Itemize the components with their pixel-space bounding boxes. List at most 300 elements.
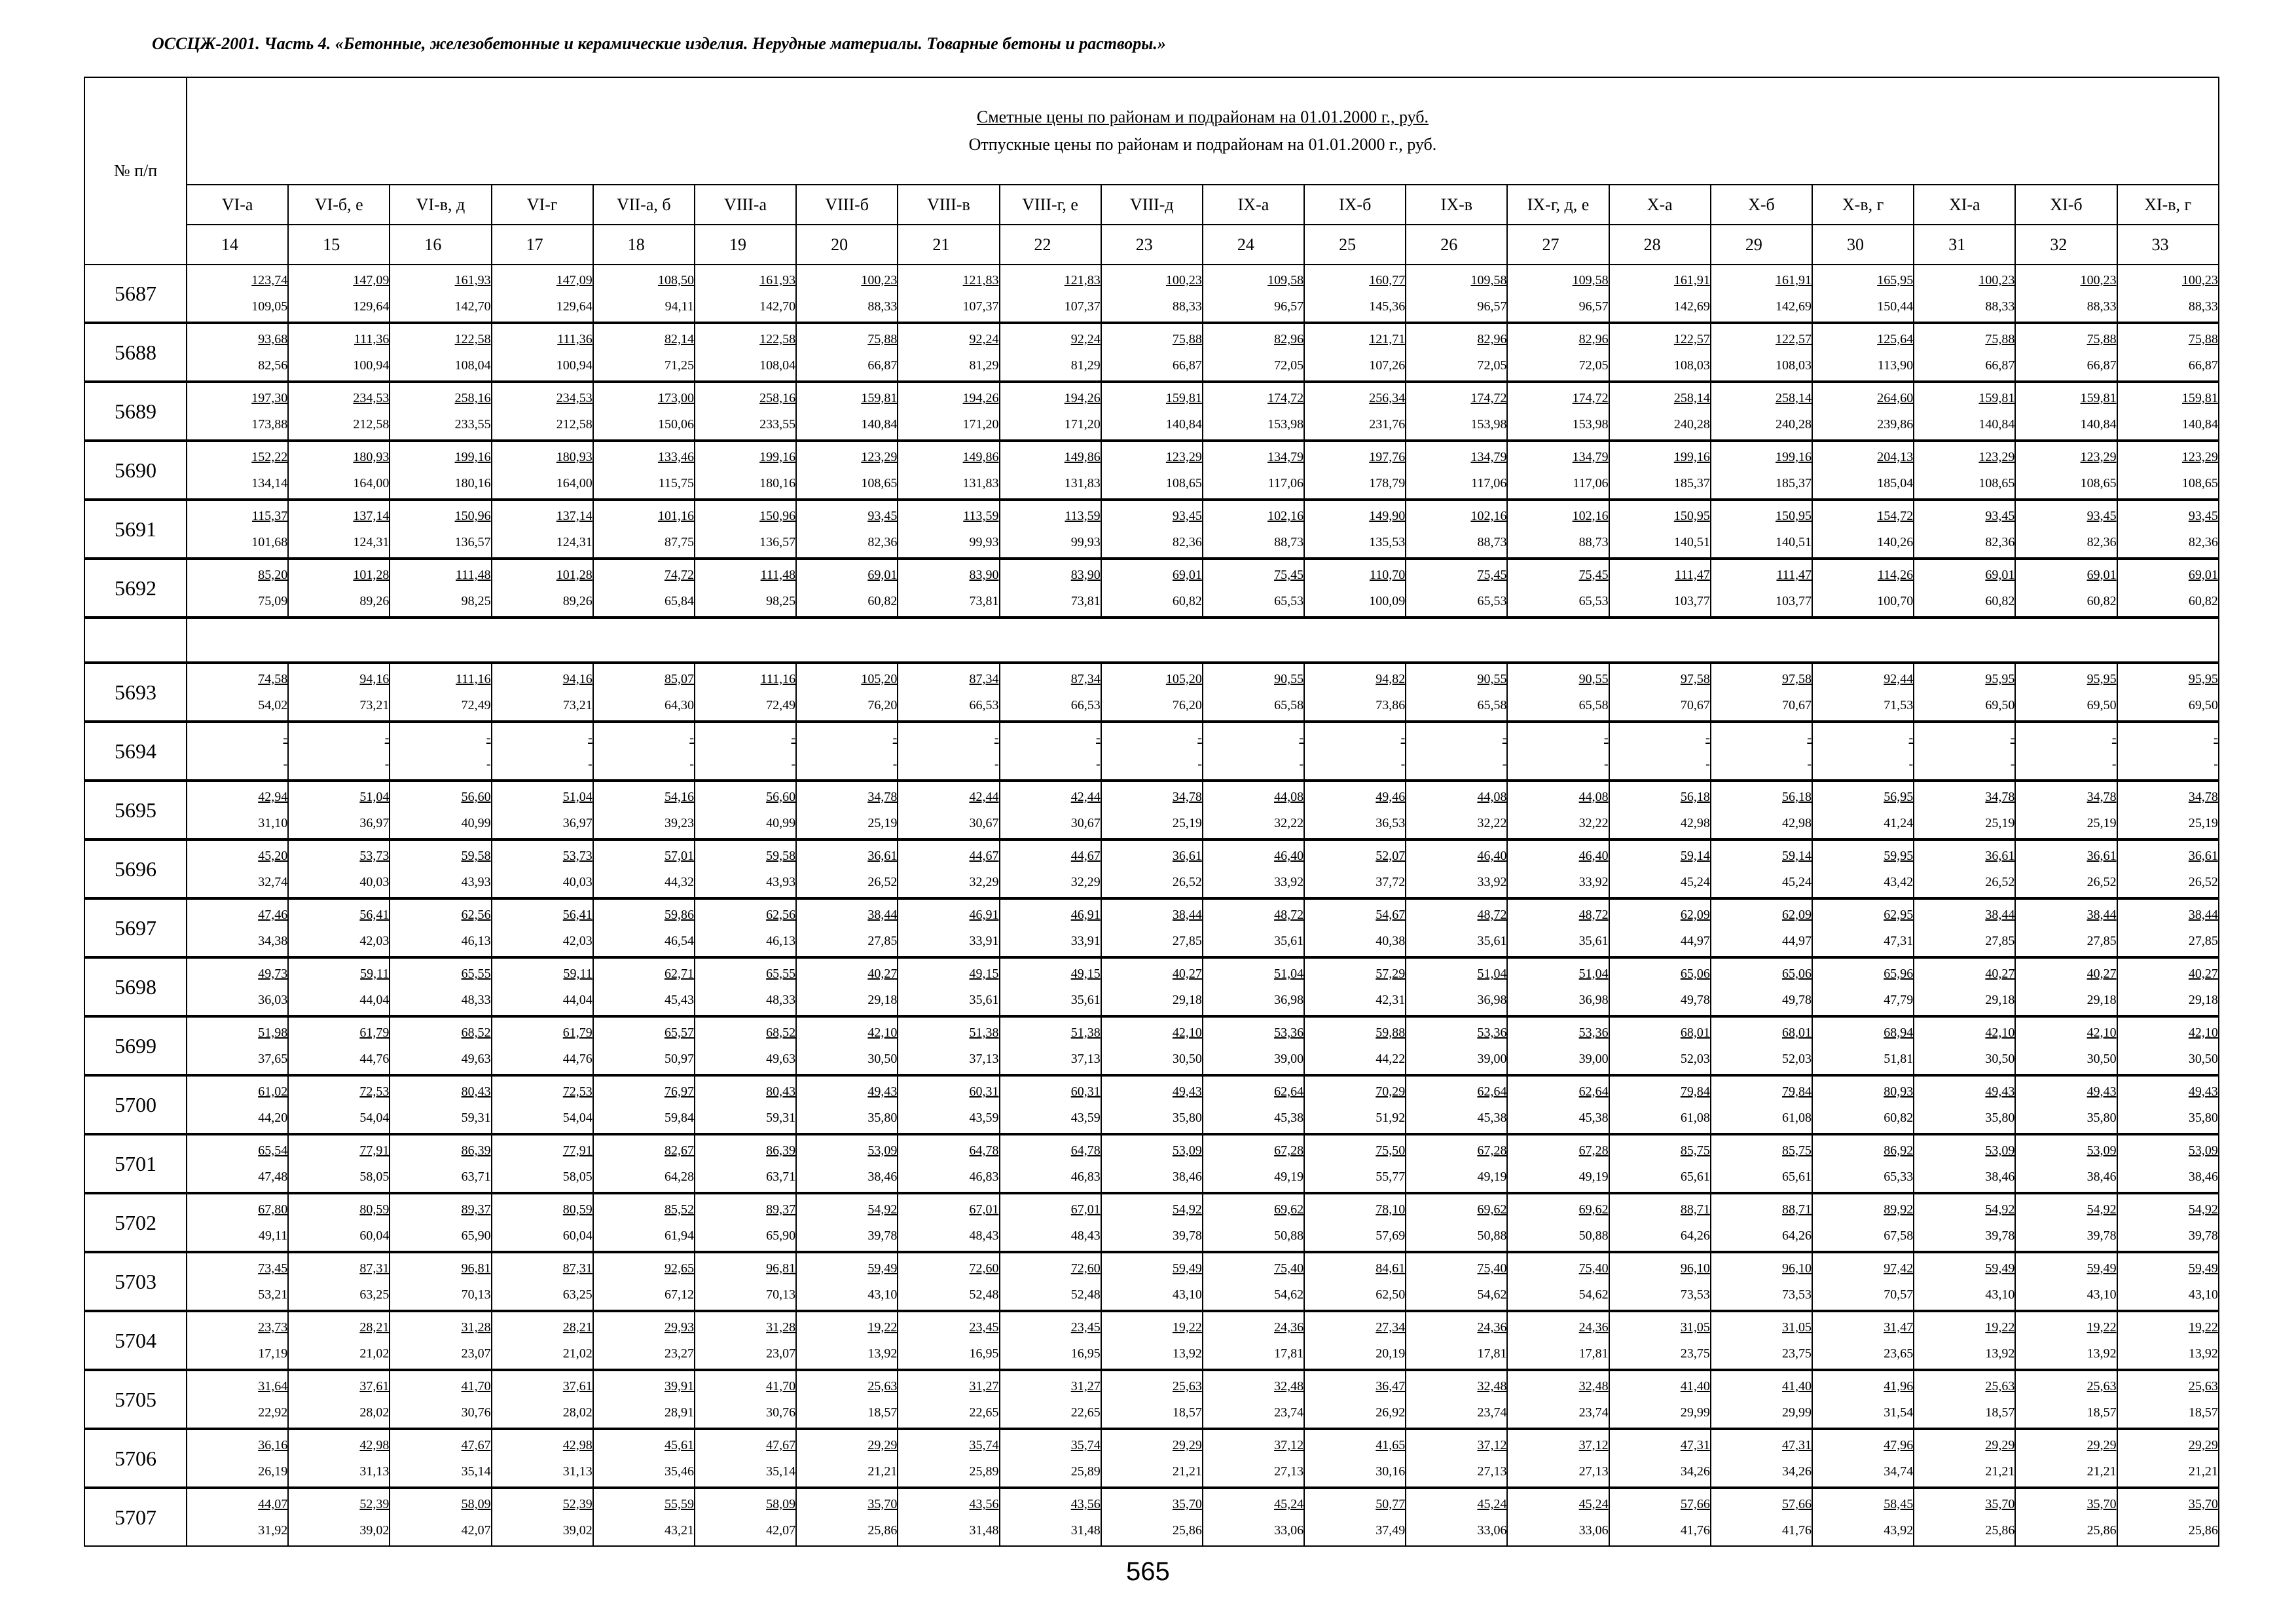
price-cell: [1609, 1193, 1711, 1252]
price-cell: [1101, 1134, 1203, 1193]
row-number: 5707: [84, 1488, 187, 1546]
estimated-price: 34,78: [2086, 790, 2117, 804]
estimated-price: 48,72: [1578, 908, 1609, 922]
price-cell: [2117, 323, 2219, 382]
estimated-price: 137,14: [556, 509, 592, 523]
wholesale-price: 103,77: [1673, 594, 1710, 608]
price-cell: [898, 1193, 999, 1252]
wholesale-price: 65,90: [766, 1228, 796, 1243]
price-cell: [1406, 663, 1507, 722]
price-cell: [1000, 957, 1101, 1016]
wholesale-price: 50,88: [1578, 1228, 1609, 1243]
wholesale-price: 72,05: [1274, 358, 1304, 373]
wholesale-price: 108,65: [861, 476, 898, 490]
price-cell: [1203, 1311, 1304, 1370]
wholesale-price: 66,87: [2188, 358, 2218, 373]
wholesale-price: 65,61: [1782, 1170, 1812, 1184]
price-cell: [1304, 1429, 1406, 1488]
wholesale-price: 117,06: [1471, 476, 1507, 490]
estimated-price: 161,91: [1673, 273, 1710, 287]
estimated-price: 80,93: [1884, 1084, 1914, 1099]
wholesale-price: 30,50: [867, 1052, 898, 1066]
price-cell: [1711, 1016, 1812, 1075]
price-cell: [1304, 663, 1406, 722]
wholesale-price: 71,53: [1884, 698, 1914, 712]
estimated-price: 100,23: [861, 273, 898, 287]
price-cell: [492, 265, 593, 323]
price-cell: [695, 781, 796, 840]
wholesale-price: 42,07: [461, 1523, 491, 1538]
estimated-price: 82,96: [1578, 332, 1609, 346]
wholesale-price: 58,05: [359, 1170, 390, 1184]
price-cell: [1711, 441, 1812, 500]
wholesale-price: 42,03: [359, 934, 390, 948]
wholesale-price: 38,46: [867, 1170, 898, 1184]
estimated-price: 123,74: [251, 273, 288, 287]
price-cell: [695, 957, 796, 1016]
price-cell: [1711, 500, 1812, 559]
estimated-price: 86,39: [766, 1143, 796, 1158]
estimated-price: 122,57: [1776, 332, 1812, 346]
wholesale-price: -: [1502, 757, 1507, 771]
estimated-price: 28,21: [562, 1320, 592, 1335]
wholesale-price: 43,59: [969, 1111, 999, 1125]
wholesale-price: 18,57: [867, 1405, 898, 1420]
wholesale-price: 96,57: [1477, 299, 1507, 314]
price-cell: [796, 1134, 898, 1193]
wholesale-price: 73,86: [1376, 698, 1406, 712]
estimated-price: 234,53: [353, 391, 390, 405]
wholesale-price: 101,68: [251, 535, 288, 549]
wholesale-price: -: [1400, 757, 1406, 771]
estimated-price: 105,20: [861, 672, 898, 686]
estimated-price: 100,23: [2181, 273, 2218, 287]
price-cell: [695, 559, 796, 618]
wholesale-price: 48,43: [1070, 1228, 1101, 1243]
wholesale-price: 35,14: [766, 1464, 796, 1479]
wholesale-price: 32,74: [258, 875, 288, 889]
wholesale-price: 44,76: [562, 1052, 592, 1066]
estimated-price: 49,43: [867, 1084, 898, 1099]
price-cell: [390, 265, 491, 323]
district-header: IX-а: [1203, 185, 1304, 225]
estimated-price: 32,48: [1578, 1379, 1609, 1393]
estimated-price: 36,61: [1985, 849, 2015, 863]
wholesale-price: 87,75: [664, 535, 694, 549]
price-cell: [898, 441, 999, 500]
price-cell: [796, 781, 898, 840]
price-cell: [796, 1488, 898, 1546]
estimated-price: 42,10: [867, 1025, 898, 1040]
estimated-price: 89,37: [766, 1202, 796, 1217]
wholesale-price: 38,46: [1985, 1170, 2015, 1184]
price-cell: [2015, 265, 2117, 323]
price-table: [84, 77, 2219, 1547]
row-number: 5694: [84, 722, 187, 781]
estimated-price: 68,94: [1884, 1025, 1914, 1040]
price-cell: [1609, 722, 1711, 781]
estimated-price: -: [1197, 731, 1202, 745]
wholesale-price: 54,04: [359, 1111, 390, 1125]
price-cell: [390, 1429, 491, 1488]
price-cell: [1000, 1252, 1101, 1311]
price-cell: [1711, 722, 1812, 781]
price-cell: [288, 663, 390, 722]
estimated-price: 65,55: [766, 967, 796, 981]
wholesale-price: 48,33: [461, 993, 491, 1007]
estimated-price: 101,28: [353, 568, 390, 582]
wholesale-price: 27,85: [2086, 934, 2117, 948]
row-number: 5704: [84, 1311, 187, 1370]
estimated-price: 67,01: [1070, 1202, 1101, 1217]
price-cell: [1000, 722, 1101, 781]
estimated-price: 57,01: [664, 849, 694, 863]
table-row: [84, 323, 2219, 382]
price-cell: [695, 1429, 796, 1488]
estimated-price: 57,66: [1680, 1497, 1710, 1511]
price-cell: [593, 1252, 695, 1311]
price-cell: [2015, 500, 2117, 559]
estimated-price: -: [791, 731, 796, 745]
district-header-row: [84, 185, 2219, 225]
estimated-price: 82,96: [1274, 332, 1304, 346]
wholesale-price: 100,94: [556, 358, 592, 373]
estimated-price: 79,84: [1782, 1084, 1812, 1099]
wholesale-price: 73,21: [562, 698, 592, 712]
price-cell: [2015, 1193, 2117, 1252]
price-cell: [796, 559, 898, 618]
wholesale-price: 17,81: [1578, 1346, 1609, 1361]
price-cell: [390, 898, 491, 957]
wholesale-price: 136,57: [454, 535, 491, 549]
price-cell: [1507, 265, 1609, 323]
estimated-price: 51,38: [1070, 1025, 1101, 1040]
wholesale-price: 35,61: [969, 993, 999, 1007]
price-cell: [1914, 323, 2015, 382]
estimated-price: 28,21: [359, 1320, 390, 1335]
estimated-price: 56,60: [766, 790, 796, 804]
estimated-price: 75,88: [2086, 332, 2117, 346]
estimated-price: 92,65: [664, 1261, 694, 1276]
price-cell: [1304, 840, 1406, 898]
estimated-price: -: [1807, 731, 1812, 745]
estimated-price: 34,78: [867, 790, 898, 804]
estimated-price: 111,36: [557, 332, 592, 346]
price-cell: [492, 559, 593, 618]
wholesale-price: 129,64: [353, 299, 390, 314]
wholesale-price: 37,72: [1376, 875, 1406, 889]
wholesale-price: 50,88: [1274, 1228, 1304, 1243]
estimated-price: 150,96: [454, 509, 491, 523]
wholesale-price: 65,90: [461, 1228, 491, 1243]
estimated-price: 75,40: [1578, 1261, 1609, 1276]
estimated-price: 49,73: [258, 967, 288, 981]
wholesale-price: 109,05: [251, 299, 288, 314]
price-cell: [1406, 898, 1507, 957]
estimated-price: 45,24: [1477, 1497, 1507, 1511]
estimated-price: 70,29: [1376, 1084, 1406, 1099]
district-header: X-б: [1711, 185, 1812, 225]
estimated-price: 37,12: [1578, 1438, 1609, 1452]
price-cell: [390, 1193, 491, 1252]
price-cell: [1711, 1370, 1812, 1429]
wholesale-price: 36,98: [1477, 993, 1507, 1007]
price-cell: [492, 1488, 593, 1546]
estimated-price: 59,49: [2188, 1261, 2218, 1276]
price-cell: [1000, 1488, 1101, 1546]
wholesale-price: -: [791, 757, 796, 771]
wholesale-price: 89,26: [562, 594, 592, 608]
estimated-price: 42,44: [1070, 790, 1101, 804]
column-number: 24: [1203, 225, 1304, 265]
price-cell: [695, 1488, 796, 1546]
estimated-price: 45,24: [1274, 1497, 1304, 1511]
estimated-price: 93,45: [2188, 509, 2218, 523]
estimated-price: 44,07: [258, 1497, 288, 1511]
price-cell: [1711, 957, 1812, 1016]
estimated-price: 75,45: [1578, 568, 1609, 582]
wholesale-price: 69,50: [1985, 698, 2015, 712]
wholesale-price: 135,53: [1369, 535, 1406, 549]
wholesale-price: 70,67: [1680, 698, 1710, 712]
estimated-price: 123,29: [2080, 450, 2117, 464]
wholesale-price: 22,92: [258, 1405, 288, 1420]
estimated-price: -: [1299, 731, 1304, 745]
estimated-price: 40,27: [1985, 967, 2015, 981]
wholesale-price: 25,89: [969, 1464, 999, 1479]
estimated-price: 24,36: [1477, 1320, 1507, 1335]
estimated-price: 49,46: [1376, 790, 1406, 804]
price-cell: [1000, 559, 1101, 618]
estimated-price: 123,29: [1165, 450, 1202, 464]
price-cell: [187, 957, 288, 1016]
wholesale-price: 66,87: [1985, 358, 2015, 373]
price-cell: [1304, 441, 1406, 500]
estimated-price: 204,13: [1877, 450, 1914, 464]
estimated-price: 45,20: [258, 849, 288, 863]
estimated-price: 27,34: [1376, 1320, 1406, 1335]
wholesale-price: 233,55: [759, 417, 796, 432]
wholesale-price: 25,86: [1985, 1523, 2015, 1538]
estimated-price: 62,71: [664, 967, 694, 981]
price-cell: [1812, 722, 1914, 781]
estimated-price: 36,61: [1172, 849, 1202, 863]
wholesale-price: 50,97: [664, 1052, 694, 1066]
estimated-price: 44,67: [969, 849, 999, 863]
price-cell: [2015, 382, 2117, 441]
estimated-price: 42,10: [2188, 1025, 2218, 1040]
wholesale-price: 131,83: [1064, 476, 1101, 490]
price-cell: [1101, 663, 1203, 722]
estimated-price: 73,45: [258, 1261, 288, 1276]
wholesale-price: 94,11: [665, 299, 694, 314]
wholesale-price: 70,67: [1782, 698, 1812, 712]
estimated-price: 56,41: [562, 908, 592, 922]
estimated-price: 25,63: [2188, 1379, 2218, 1393]
wholesale-price: 25,19: [867, 816, 898, 830]
running-header: ОССЦЖ-2001. Часть 4. «Бетонные, железобетонные и керамические изделия. Нерудные материалы. Товарные бетоны и растворы.»: [152, 34, 1166, 53]
wholesale-price: 13,92: [1172, 1346, 1202, 1361]
price-cell: [2117, 1429, 2219, 1488]
wholesale-price: 39,78: [1172, 1228, 1202, 1243]
row-number: 5703: [84, 1252, 187, 1311]
wholesale-price: 13,92: [867, 1346, 898, 1361]
price-cell: [187, 663, 288, 722]
wholesale-price: 117,06: [1267, 476, 1304, 490]
estimated-price: 160,77: [1369, 273, 1406, 287]
table-row: [84, 840, 2219, 898]
price-cell: [796, 382, 898, 441]
wholesale-price: 61,08: [1680, 1111, 1710, 1125]
estimated-price: 111,47: [1675, 568, 1710, 582]
price-cell: [1812, 382, 1914, 441]
estimated-price: 65,57: [664, 1025, 694, 1040]
price-cell: [1507, 1488, 1609, 1546]
wholesale-price: 32,22: [1274, 816, 1304, 830]
price-cell: [1711, 1134, 1812, 1193]
wholesale-price: 108,03: [1673, 358, 1710, 373]
estimated-price: 111,48: [760, 568, 796, 582]
row-number: 5698: [84, 957, 187, 1016]
estimated-price: 62,56: [461, 908, 491, 922]
wholesale-price: 37,13: [969, 1052, 999, 1066]
estimated-price: 113,59: [963, 509, 999, 523]
estimated-price: 97,42: [1884, 1261, 1914, 1276]
wholesale-price: 26,52: [2188, 875, 2218, 889]
price-cell: [1203, 441, 1304, 500]
wholesale-price: 34,26: [1782, 1464, 1812, 1479]
estimated-price: 37,12: [1274, 1438, 1304, 1452]
wholesale-price: 26,52: [1172, 875, 1202, 889]
wholesale-price: 58,05: [562, 1170, 592, 1184]
wholesale-price: 22,65: [969, 1405, 999, 1420]
wholesale-price: 124,31: [353, 535, 390, 549]
estimated-price: 41,40: [1782, 1379, 1812, 1393]
price-cell: [593, 441, 695, 500]
wholesale-price: 82,36: [2188, 535, 2218, 549]
estimated-price: 134,79: [1267, 450, 1304, 464]
estimated-price: 29,29: [867, 1438, 898, 1452]
wholesale-price: 81,29: [969, 358, 999, 373]
estimated-price: 67,01: [969, 1202, 999, 1217]
price-cell: [492, 1429, 593, 1488]
wholesale-price: 100,70: [1877, 594, 1914, 608]
price-cell: [2015, 1311, 2117, 1370]
estimated-price: 34,78: [1172, 790, 1202, 804]
district-header: VIII-д: [1101, 185, 1203, 225]
price-cell: [695, 722, 796, 781]
estimated-price: 87,34: [1070, 672, 1101, 686]
estimated-price: 53,36: [1578, 1025, 1609, 1040]
price-cell: [593, 1134, 695, 1193]
estimated-price: 57,29: [1376, 967, 1406, 981]
estimated-price: 68,01: [1782, 1025, 1812, 1040]
price-cell: [1203, 957, 1304, 1016]
column-number: 26: [1406, 225, 1507, 265]
price-cell: [1406, 1429, 1507, 1488]
estimated-price: 194,26: [1064, 391, 1101, 405]
price-cell: [1304, 1311, 1406, 1370]
price-cell: [1101, 1193, 1203, 1252]
wholesale-price: 43,92: [1884, 1523, 1914, 1538]
table-row: [84, 1370, 2219, 1429]
price-cell: [1000, 1016, 1101, 1075]
estimated-price: 102,16: [1470, 509, 1507, 523]
price-cell: [1101, 1252, 1203, 1311]
wholesale-price: 70,13: [461, 1287, 491, 1302]
wholesale-price: 18,57: [2188, 1405, 2218, 1420]
estimated-price: 42,94: [258, 790, 288, 804]
wholesale-price: 134,14: [251, 476, 288, 490]
estimated-price: 46,91: [1070, 908, 1101, 922]
price-cell: [1203, 898, 1304, 957]
row-number: 5687: [84, 265, 187, 323]
wholesale-price: 46,83: [1070, 1170, 1101, 1184]
price-cell: [1812, 1134, 1914, 1193]
estimated-price: 35,70: [2086, 1497, 2117, 1511]
estimated-price: -: [1908, 731, 1914, 745]
estimated-price: 49,43: [2188, 1084, 2218, 1099]
wholesale-price: 66,87: [1172, 358, 1202, 373]
estimated-price: 114,26: [1877, 568, 1914, 582]
estimated-price: 108,50: [657, 273, 694, 287]
wholesale-price: 49,63: [766, 1052, 796, 1066]
estimated-price: 38,44: [2188, 908, 2218, 922]
estimated-price: 54,16: [664, 790, 694, 804]
estimated-price: 84,61: [1376, 1261, 1406, 1276]
price-cell: [1914, 722, 2015, 781]
estimated-price: 149,86: [962, 450, 999, 464]
price-cell: [1101, 1488, 1203, 1546]
price-cell: [2117, 265, 2219, 323]
price-cell: [593, 1488, 695, 1546]
price-cell: [898, 1134, 999, 1193]
estimated-price: -: [689, 731, 694, 745]
estimated-price: 111,16: [456, 672, 491, 686]
estimated-price: 29,29: [2188, 1438, 2218, 1452]
wholesale-price: 30,50: [2188, 1052, 2218, 1066]
wholesale-price: 140,51: [1673, 535, 1710, 549]
column-number: 18: [593, 225, 695, 265]
wholesale-price: 150,06: [657, 417, 694, 432]
district-header: VIII-б: [796, 185, 898, 225]
price-cell: [1304, 559, 1406, 618]
wholesale-price: 37,65: [258, 1052, 288, 1066]
estimated-price: 24,36: [1274, 1320, 1304, 1335]
estimated-price: 54,92: [1985, 1202, 2015, 1217]
wholesale-price: 28,02: [359, 1405, 390, 1420]
price-cell: [593, 265, 695, 323]
wholesale-price: 60,04: [562, 1228, 592, 1243]
wholesale-price: 31,48: [1070, 1523, 1101, 1538]
estimated-price: 258,16: [759, 391, 796, 405]
price-cell: [1914, 1134, 2015, 1193]
price-cell: [796, 898, 898, 957]
row-number: [84, 618, 187, 663]
district-header: VI-г: [492, 185, 593, 225]
wholesale-price: 70,13: [766, 1287, 796, 1302]
estimated-price: 147,09: [556, 273, 592, 287]
estimated-price: 65,06: [1680, 967, 1710, 981]
row-number: 5699: [84, 1016, 187, 1075]
price-cell: [492, 1016, 593, 1075]
estimated-price: 60,31: [969, 1084, 999, 1099]
price-cell: [796, 1193, 898, 1252]
estimated-price: 59,11: [563, 967, 592, 981]
wholesale-price: -: [384, 757, 390, 771]
price-cell: [1609, 898, 1711, 957]
price-cell: [288, 1193, 390, 1252]
